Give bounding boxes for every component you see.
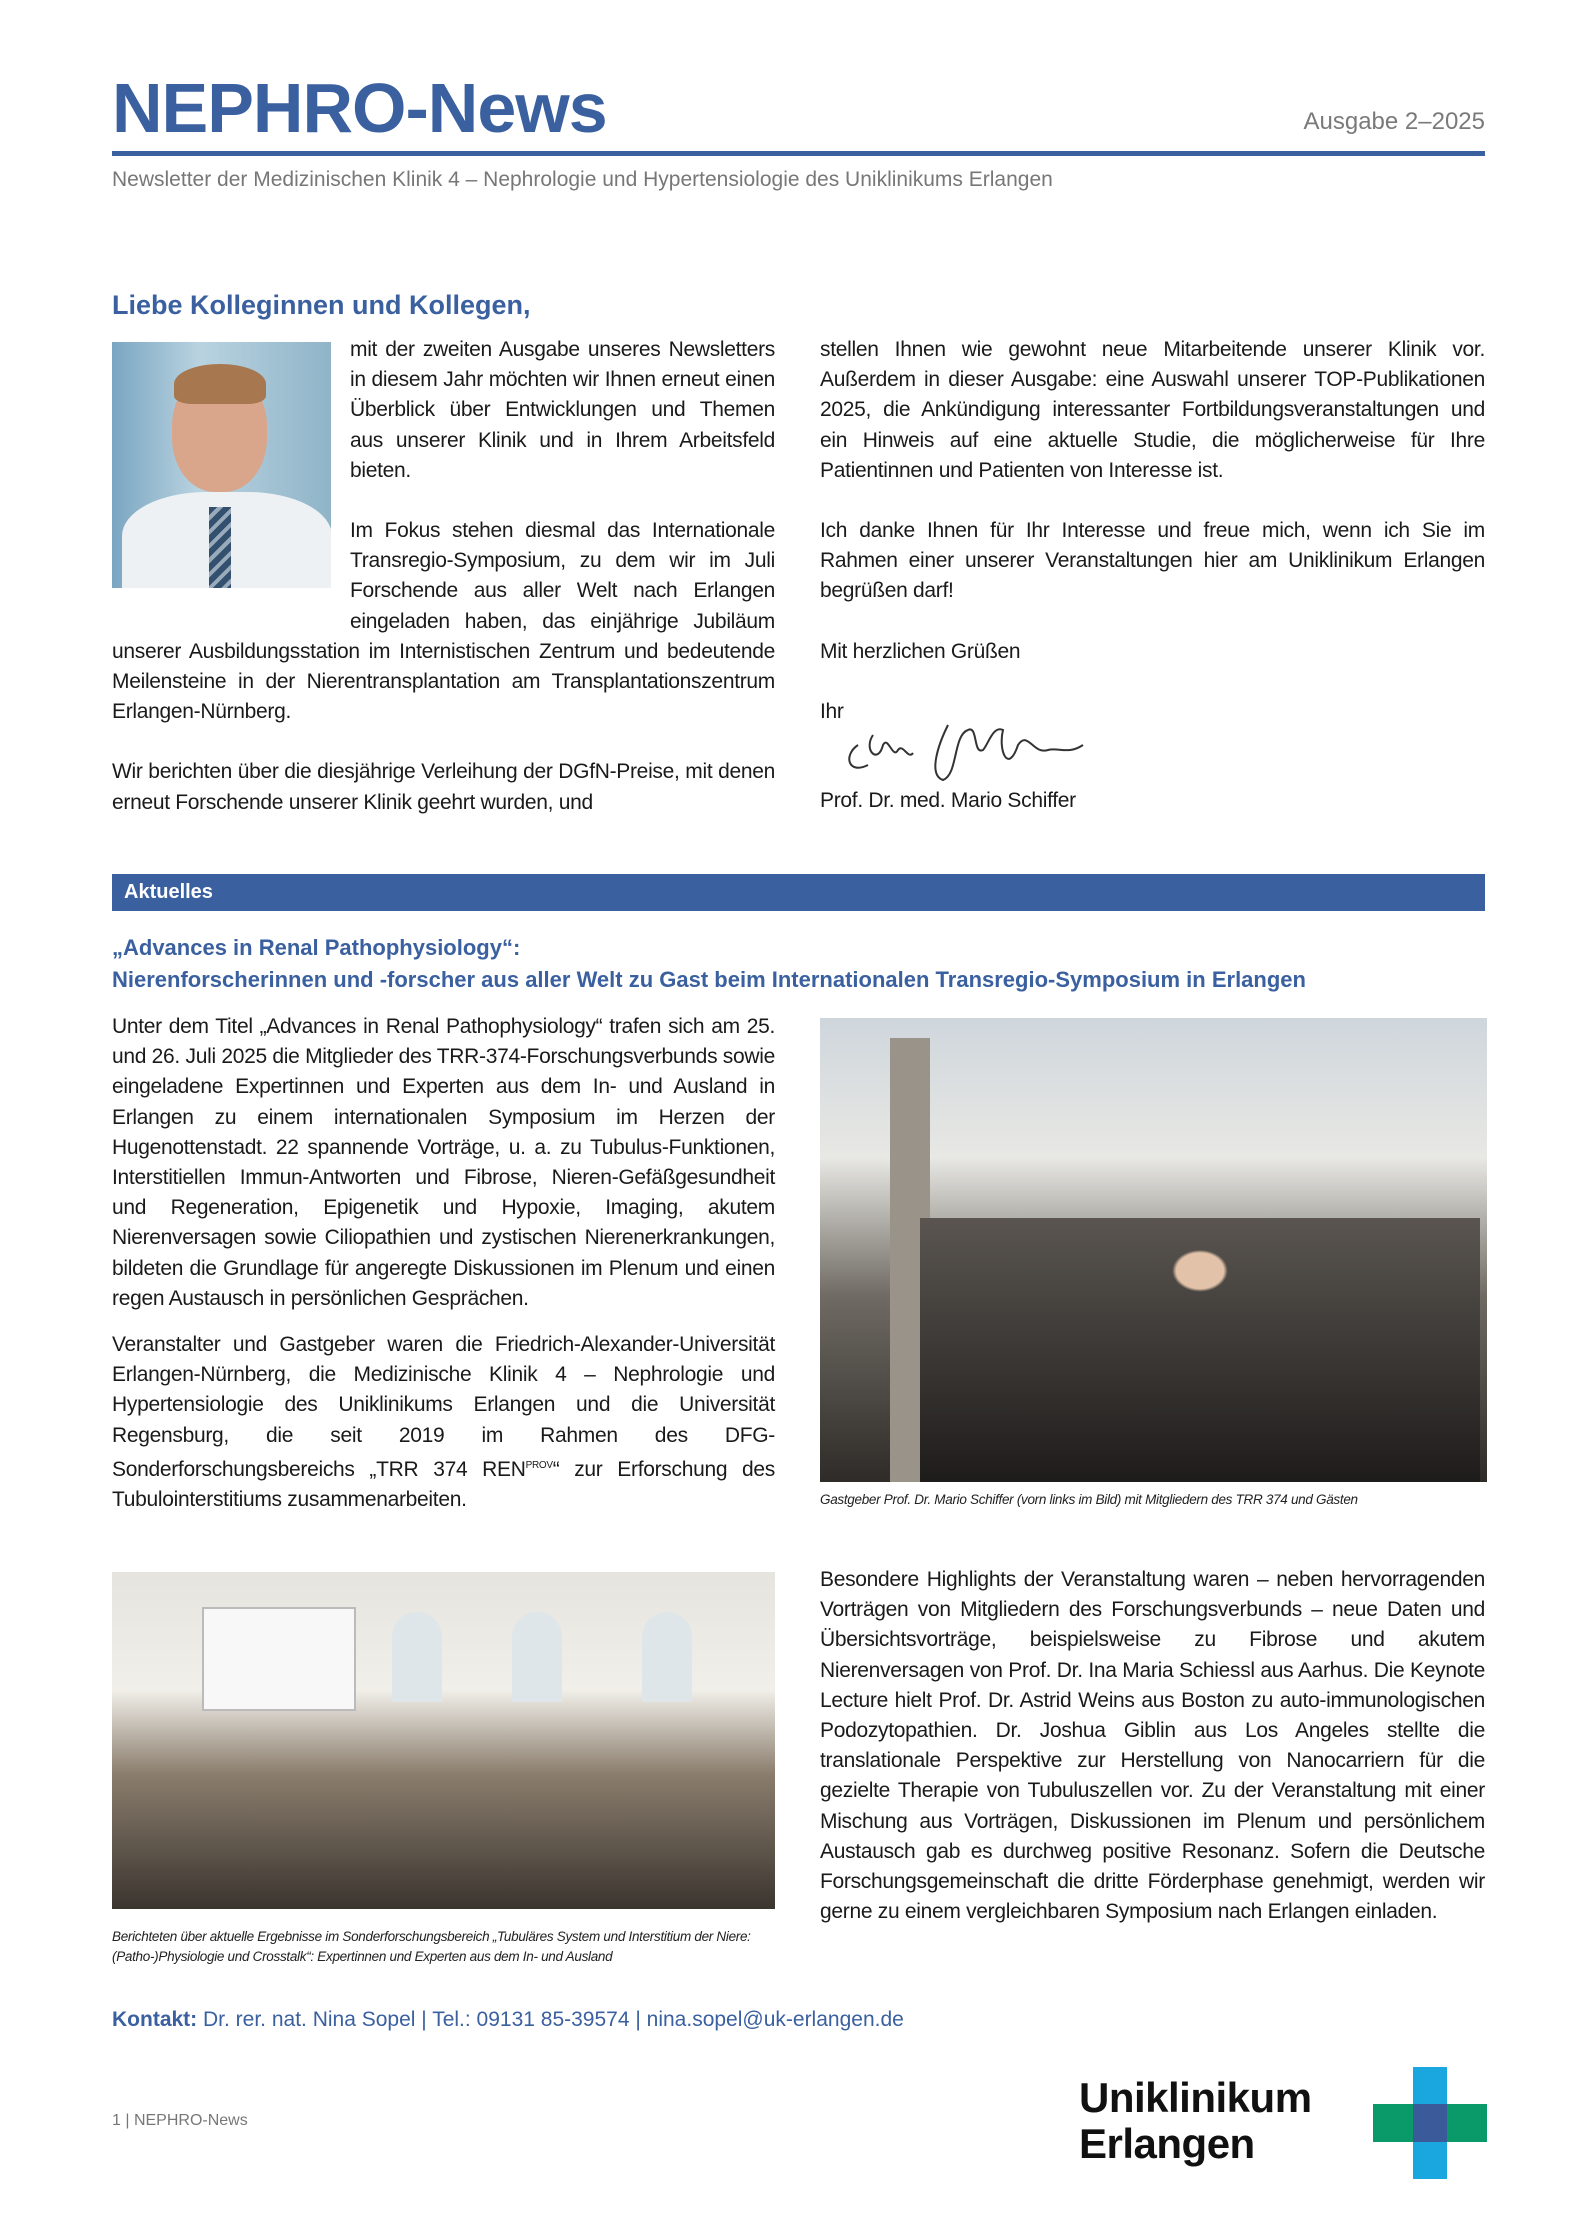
- issue-number: Ausgabe 2–2025: [1303, 108, 1485, 135]
- article-left-column: [112, 1012, 775, 1545]
- editorial-paragraph: Im Fokus stehen diesmal das Internationale Transregio-Symposium, zu dem wir im Juli Forschende aus aller Welt nach Erlangen eingeladen haben, das einjährige Jubiläum unserer Ausbildungsstation im Internistischen Zentrum und bedeutende Meilensteine in der Nierentransplantation am Transplantationszentrum Erlangen-Nürnberg.: [112, 519, 775, 724]
- contact-email-link[interactable]: nina.sopel@uk-erlangen.de: [646, 2008, 904, 2031]
- article-paragraph: Besondere Highlights der Veranstaltung waren – neben hervorragenden Vorträgen von Mitgliedern des Forschungsverbunds – neue Daten und Übersichtsvorträge, beispielsweise zu Fibrose und akutem Nierenversagen von Prof. Dr. Ina Maria Schiessl aus Aarhus. Die Keynote Lecture hielt Prof. Dr. Astrid Weins aus Boston zu auto-immunologischen Podozytopathien. Dr. Joshua Giblin aus Los Angeles stellte die translationale Perspektive zur Herstellung von Nanocarriern für die gezielte Therapie von Tubuluszellen vor. Zu der Veranstaltung mit einer Mischung aus Vorträgen, Diskussionen im Plenum und persönlichem Austausch gab es durchweg positive Resonanz. Sofern die Deutsche Forschungsgemeinschaft die dritte Förderphase genehmigt, werden wir gerne zu einem vergleichbaren Symposium nach Erlangen einladen.: [820, 1568, 1485, 1924]
- page-footer: 1 | NEPHRO-News: [112, 2112, 248, 2129]
- contact-line: [112, 2008, 904, 2032]
- closing: Mit herzlichen Grüßen: [820, 639, 1021, 663]
- editorial-paragraph: mit der zweiten Ausgabe unseres Newsletters in diesem Jahr möchten wir Ihnen erneut einen Überblick über Entwicklungen und Themen aus unserer Klinik und in Ihrem Arbeitsfeld bieten.: [350, 338, 775, 482]
- header-divider: [112, 151, 1485, 156]
- newsletter-subtitle: Newsletter der Medizinischen Klinik 4 – Nephrologie und Hypertensiologie des Uniklinikums Erlangen: [112, 168, 1053, 191]
- newsletter-title: NEPHRO-News: [112, 69, 607, 147]
- headline-line: Nierenforscherinnen und -forscher aus aller Welt zu Gast beim Internationalen Transregio-Symposium in Erlangen: [112, 967, 1306, 992]
- headline-line: „Advances in Renal Pathophysiology“:: [112, 935, 521, 960]
- section-header-aktuelles: Aktuelles: [112, 874, 1485, 911]
- group-photo: [820, 1018, 1487, 1482]
- uniklinikum-cross-logo-icon: [1373, 2067, 1487, 2179]
- editorial-paragraph: stellen Ihnen wie gewohnt neue Mitarbeitende unserer Klinik vor. Außerdem in dieser Ausgabe: eine Auswahl unserer TOP-Publikationen 2025, die Ankündigung interessanter Fortbildungsveranstaltungen und ein Hinweis auf eine aktuelle Studie, die möglicherweise für Ihre Patientinnen und Patienten von Interesse ist.: [820, 338, 1485, 482]
- article-right-column: [820, 1565, 1485, 1957]
- article-headline: [112, 932, 1306, 996]
- editorial-greeting: Liebe Kolleginnen und Kollegen,: [112, 290, 531, 320]
- ihr-text: Ihr: [820, 699, 844, 723]
- editorial-paragraph: Ich danke Ihnen für Ihr Interesse und freue mich, wenn ich Sie im Rahmen einer unserer Veranstaltungen hier am Uniklinikum Erlangen begrüßen darf!: [820, 519, 1485, 603]
- contact-details: Dr. rer. nat. Nina Sopel | Tel.: 09131 85-39574 |: [197, 2008, 647, 2031]
- uniklinikum-logo-text: Uniklinikum Erlangen: [1079, 2074, 1312, 2167]
- editorial-right-column: [820, 335, 1485, 727]
- editorial-paragraph: Wir berichten über die diesjährige Verleihung der DGfN-Preise, mit denen erneut Forschende unserer Klinik geehrt wurden, und: [112, 760, 775, 814]
- lecture-hall-photo-caption: Berichteten über aktuelle Ergebnisse im Sonderforschungsbereich „Tubuläres System und Interstitium der Niere: (Patho-)Physiologie und Crosstalk“: Expertinnen und Experten aus dem In- und Ausland: [112, 1929, 751, 1964]
- group-photo-caption: Gastgeber Prof. Dr. Mario Schiffer (vorn links im Bild) mit Mitgliedern des TRR 374 und Gästen: [820, 1492, 1358, 1507]
- lecture-hall-photo: [112, 1572, 775, 1909]
- contact-label: Kontakt:: [112, 2008, 198, 2031]
- editorial-left-column: [112, 335, 775, 848]
- article-paragraph: Veranstalter und Gastgeber waren die Friedrich-Alexander-Universität Erlangen-Nürnberg, die Medizinische Klinik 4 – Nephrologie und Hypertensiologie des Uniklinikums Erlangen und die Universität Regensburg, die seit 2019 im Rahmen des DFG-Sonderforschungsbereichs „TRR 374 $REN^{PROV}“$ zur Erforschung des Tubulointerstitiums zusammenarbeiten.: [112, 1333, 775, 1512]
- superscript: PROV: [525, 1459, 553, 1471]
- signature-image: [838, 705, 1098, 790]
- article-paragraph: Unter dem Titel „Advances in Renal Pathophysiology“ trafen sich am 25. und 26. Juli 2025 die Mitglieder des TRR-374-Forschungsverbunds sowie eingeladene Expertinnen und Experten aus dem In- und Ausland in Erlangen zu einem internationalen Symposium im Herzen der Hugenottenstadt. 22 spannende Vorträge, u. a. zu Tubulus-Funktionen, Interstitiellen Immun-Antworten und Fibrose, Nieren-Gefäßgesundheit und Regeneration, Epigenetik und Hypoxie, Imaging, akutem Nierenversagen sowie Ciliopathien und zystischen Nierenerkrankungen, bildeten die Grundlage für angeregte Diskussionen im Plenum und einen regen Austausch in persönlichen Gesprächen.: [112, 1015, 775, 1310]
- signer-name: Prof. Dr. med. Mario Schiffer: [820, 789, 1076, 812]
